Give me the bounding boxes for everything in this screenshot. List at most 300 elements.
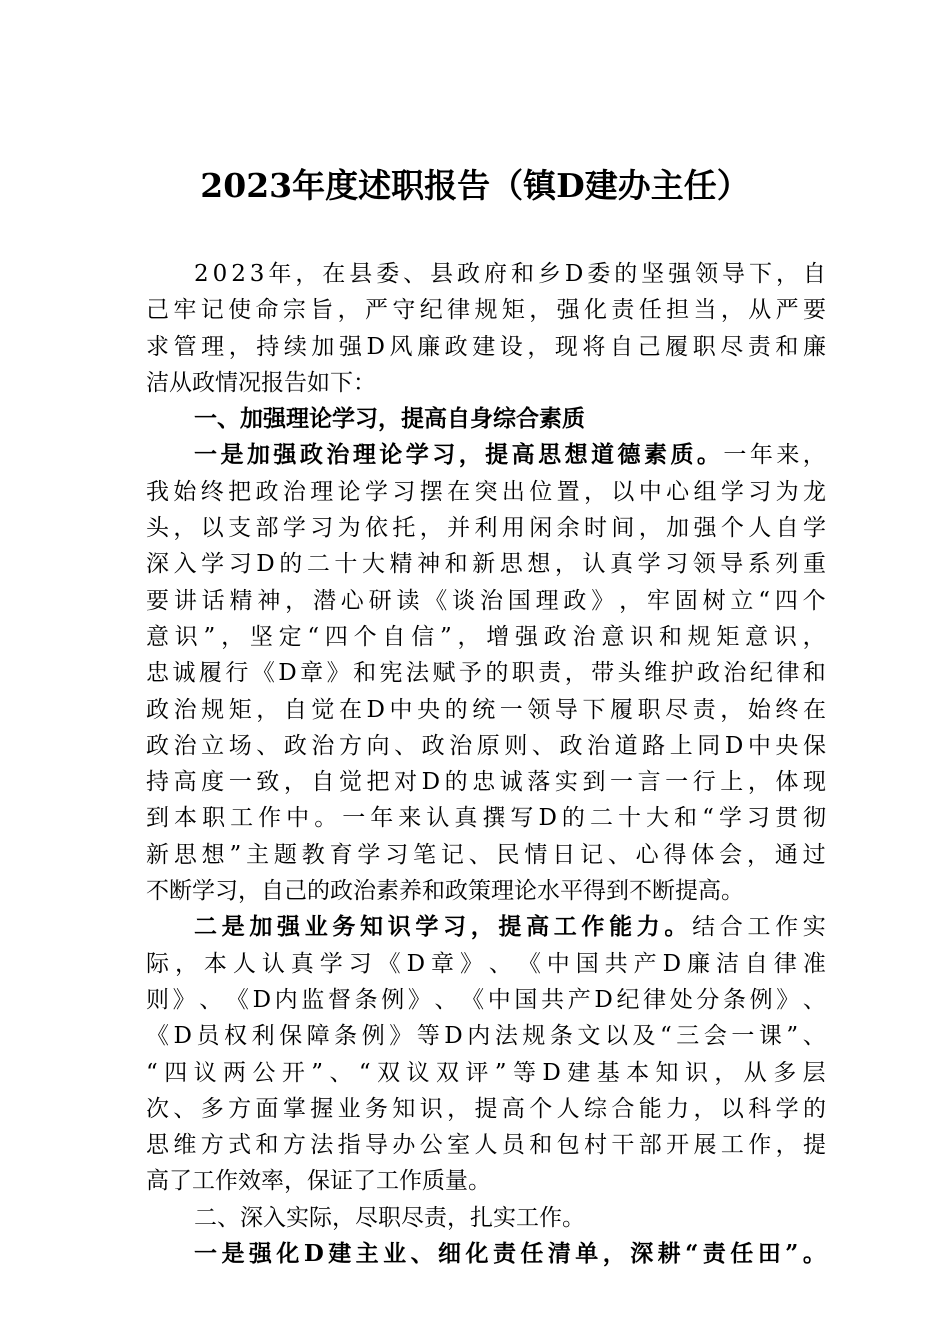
text-line bbox=[146, 292, 826, 328]
char: 强 bbox=[668, 261, 692, 287]
char: 题 bbox=[273, 841, 297, 868]
char: 两 bbox=[223, 1059, 247, 1086]
char: 写 bbox=[510, 805, 534, 832]
char: 责 bbox=[538, 660, 562, 687]
char: 持 bbox=[256, 333, 280, 360]
char: 中 bbox=[747, 732, 771, 759]
char: 公 bbox=[252, 1059, 276, 1086]
char: 理 bbox=[352, 441, 376, 469]
char: 新 bbox=[146, 841, 169, 868]
char: ” bbox=[229, 841, 242, 868]
char: 治 bbox=[587, 732, 610, 759]
char: 三 bbox=[676, 1023, 700, 1050]
char: 治 bbox=[572, 623, 596, 650]
char: 综 bbox=[584, 1095, 607, 1122]
char: 原 bbox=[476, 732, 500, 759]
char: D bbox=[303, 1240, 324, 1268]
char: 己 bbox=[146, 297, 169, 324]
char: 使 bbox=[228, 297, 252, 324]
text-line bbox=[146, 474, 826, 510]
char: 履 bbox=[610, 696, 634, 723]
char: 例 bbox=[749, 986, 773, 1013]
char: 识 bbox=[684, 1059, 708, 1086]
char: 大 bbox=[361, 551, 385, 578]
char: 以 bbox=[611, 478, 635, 505]
char: 领 bbox=[527, 696, 551, 723]
char: 领 bbox=[692, 551, 716, 578]
char: 素 bbox=[643, 441, 667, 469]
char: 提 bbox=[803, 1132, 826, 1159]
char: 习 bbox=[348, 950, 372, 977]
char: 章 bbox=[430, 950, 454, 977]
char: 心 bbox=[340, 587, 364, 614]
char: 干 bbox=[611, 1132, 635, 1159]
char: 职 bbox=[202, 805, 226, 832]
char: 务 bbox=[332, 913, 356, 941]
bold-text: 一、加强理论学习，提高自身综合素质 bbox=[194, 405, 585, 433]
char: 细 bbox=[438, 1240, 462, 1268]
char: 单 bbox=[575, 1240, 599, 1268]
char: 导 bbox=[720, 551, 744, 578]
char: 增 bbox=[486, 623, 510, 650]
char: 予 bbox=[458, 660, 482, 687]
char: 加 bbox=[311, 333, 335, 360]
char: 强 bbox=[693, 515, 717, 542]
char: ， bbox=[457, 623, 481, 650]
char: 准 bbox=[802, 950, 826, 977]
char: 《 bbox=[424, 587, 448, 614]
char: 2 bbox=[194, 261, 209, 287]
char: “ bbox=[758, 587, 770, 614]
char: 、 bbox=[394, 732, 418, 759]
char: 真 bbox=[290, 950, 314, 977]
char: 强 bbox=[277, 913, 301, 941]
char: 》 bbox=[172, 986, 196, 1013]
char: ， bbox=[256, 696, 280, 723]
char: 出 bbox=[501, 478, 525, 505]
char: 二 bbox=[306, 551, 330, 578]
char: 个 bbox=[802, 587, 826, 614]
char: 学 bbox=[775, 1095, 799, 1122]
char: 赋 bbox=[432, 660, 456, 687]
char: 人 bbox=[748, 515, 772, 542]
char: D bbox=[444, 1023, 463, 1050]
char: 四 bbox=[774, 587, 798, 614]
char: 要 bbox=[803, 297, 826, 324]
char: 纪 bbox=[419, 297, 443, 324]
char: 读 bbox=[396, 587, 420, 614]
char: 用 bbox=[501, 515, 525, 542]
char: 带 bbox=[591, 660, 615, 687]
char: 条 bbox=[723, 986, 746, 1013]
char: 纪 bbox=[749, 660, 773, 687]
char: 讲 bbox=[173, 587, 197, 614]
char: D bbox=[421, 769, 441, 796]
char: 意 bbox=[601, 623, 625, 650]
char: 开 bbox=[666, 1132, 690, 1159]
char: ， bbox=[419, 515, 443, 542]
char: 理 bbox=[201, 333, 225, 360]
char: 》 bbox=[326, 660, 350, 687]
char: 学 bbox=[357, 841, 381, 868]
char: 到 bbox=[582, 769, 606, 796]
char: 。 bbox=[696, 441, 720, 469]
char: 民 bbox=[496, 841, 520, 868]
text-line bbox=[146, 365, 826, 401]
char: 督 bbox=[327, 986, 351, 1013]
char: 政 bbox=[559, 732, 583, 759]
char: 忠 bbox=[146, 660, 169, 687]
char: ， bbox=[720, 696, 744, 723]
char: 真 bbox=[454, 805, 478, 832]
char: 习 bbox=[665, 551, 689, 578]
char: 中 bbox=[638, 478, 662, 505]
char: 障 bbox=[306, 1023, 330, 1050]
char: 头 bbox=[617, 660, 641, 687]
char: 式 bbox=[228, 1132, 252, 1159]
char: 学 bbox=[415, 913, 439, 941]
char: D bbox=[252, 986, 272, 1013]
char: 认 bbox=[426, 805, 450, 832]
char: 一 bbox=[228, 769, 252, 796]
char: 记 bbox=[440, 841, 464, 868]
char: 《 bbox=[225, 986, 249, 1013]
char: 政 bbox=[255, 478, 279, 505]
char: 多 bbox=[200, 1095, 224, 1122]
text-line bbox=[146, 873, 826, 909]
char: 方 bbox=[200, 1132, 224, 1159]
char: 谈 bbox=[452, 587, 476, 614]
char: 法 bbox=[310, 1132, 334, 1159]
char: 十 bbox=[334, 551, 358, 578]
char: 部 bbox=[638, 1132, 662, 1159]
char: 学 bbox=[282, 515, 306, 542]
char: 信 bbox=[411, 623, 435, 650]
char: 彻 bbox=[802, 805, 826, 832]
char: 把 bbox=[228, 478, 252, 505]
char: 一 bbox=[499, 696, 523, 723]
char: ， bbox=[775, 261, 799, 287]
char: 来 bbox=[776, 442, 800, 469]
char: 摆 bbox=[419, 478, 443, 505]
text-line bbox=[146, 510, 826, 546]
char: 面 bbox=[255, 1095, 279, 1122]
char: 严 bbox=[775, 297, 799, 324]
char: 是 bbox=[220, 441, 244, 469]
char: 认 bbox=[261, 950, 285, 977]
char: 一 bbox=[342, 805, 366, 832]
char: 建 bbox=[472, 333, 496, 360]
char: 思 bbox=[173, 841, 197, 868]
char: “ bbox=[702, 805, 714, 832]
char: 清 bbox=[547, 1240, 571, 1268]
char: 规 bbox=[522, 1023, 546, 1050]
char: ， bbox=[295, 261, 319, 287]
line-text: 高了工作效率，保证了工作质量。 bbox=[146, 1168, 491, 1195]
char: ， bbox=[693, 1095, 717, 1122]
char: D bbox=[173, 1023, 192, 1050]
char: 的 bbox=[614, 261, 638, 287]
char: 突 bbox=[474, 478, 498, 505]
char: 道 bbox=[614, 732, 638, 759]
char: 严 bbox=[365, 297, 388, 324]
char: 续 bbox=[283, 333, 307, 360]
char: 0 bbox=[212, 261, 228, 287]
char: 。 bbox=[802, 1240, 826, 1268]
char: ， bbox=[775, 1132, 799, 1159]
char: 龙 bbox=[803, 478, 826, 505]
char: 利 bbox=[474, 515, 498, 542]
char: 大 bbox=[646, 805, 670, 832]
char: D bbox=[278, 660, 297, 687]
char: 责 bbox=[492, 1240, 516, 1268]
char: 条 bbox=[334, 1023, 358, 1050]
char: 论 bbox=[379, 441, 403, 469]
char: ， bbox=[283, 769, 307, 796]
char: 方 bbox=[282, 1132, 306, 1159]
char: 质 bbox=[670, 441, 694, 469]
char: 体 bbox=[691, 841, 715, 868]
char: 度 bbox=[201, 769, 225, 796]
char: 为 bbox=[337, 515, 361, 542]
char: 一 bbox=[723, 442, 747, 469]
char: 本 bbox=[203, 950, 227, 977]
char: 工 bbox=[747, 914, 771, 941]
char: 》 bbox=[591, 587, 615, 614]
char: D bbox=[594, 986, 613, 1013]
char: 现 bbox=[802, 769, 826, 796]
char: 依 bbox=[365, 515, 388, 542]
char: 《 bbox=[461, 986, 485, 1013]
text-line bbox=[146, 800, 826, 836]
char: 提 bbox=[498, 913, 522, 941]
char: 共 bbox=[541, 986, 565, 1013]
char: 则 bbox=[146, 986, 169, 1013]
char: 中 bbox=[286, 805, 310, 832]
char: 同 bbox=[697, 732, 721, 759]
char: 。 bbox=[314, 805, 338, 832]
char: 廉 bbox=[802, 333, 826, 360]
char: 识 bbox=[630, 623, 654, 650]
char: 县 bbox=[349, 261, 373, 287]
char: 的 bbox=[279, 551, 303, 578]
document-body bbox=[146, 256, 826, 1272]
char: 履 bbox=[198, 660, 222, 687]
char: ， bbox=[173, 515, 197, 542]
char: ， bbox=[447, 1095, 471, 1122]
char: 觉 bbox=[311, 696, 335, 723]
char: 习 bbox=[228, 551, 252, 578]
char: 人 bbox=[474, 1132, 498, 1159]
char: 利 bbox=[251, 1023, 275, 1050]
char: 话 bbox=[201, 587, 225, 614]
char: 》 bbox=[389, 1023, 413, 1050]
char: 展 bbox=[693, 1132, 717, 1159]
char: “ bbox=[358, 1059, 371, 1086]
char: 监 bbox=[301, 986, 325, 1013]
char: 、 bbox=[410, 1240, 434, 1268]
char: 、 bbox=[802, 1023, 826, 1050]
char: 的 bbox=[444, 696, 468, 723]
char: 方 bbox=[338, 732, 362, 759]
char: 思 bbox=[538, 441, 562, 469]
char: 一 bbox=[194, 441, 217, 469]
char: 入 bbox=[173, 551, 197, 578]
line-text: 二、深入实际，尽职尽责，扎实工作。 bbox=[194, 1204, 585, 1231]
char: 是 bbox=[221, 1240, 245, 1268]
char: 旨 bbox=[310, 297, 334, 324]
text-line bbox=[146, 619, 826, 655]
text-line bbox=[146, 982, 826, 1018]
char: 维 bbox=[644, 660, 668, 687]
char: 十 bbox=[617, 805, 641, 832]
char: 自 bbox=[802, 261, 826, 287]
char: 从 bbox=[743, 1059, 767, 1086]
char: 在 bbox=[338, 696, 362, 723]
char: 学 bbox=[365, 478, 388, 505]
char: 导 bbox=[722, 261, 746, 287]
char: ， bbox=[470, 913, 494, 941]
char: 会 bbox=[719, 841, 743, 868]
char: 风 bbox=[389, 333, 413, 360]
char: 重 bbox=[802, 551, 826, 578]
char: 部 bbox=[255, 515, 279, 542]
char: 年 bbox=[370, 805, 394, 832]
char: 方 bbox=[228, 1095, 252, 1122]
char: 本 bbox=[174, 805, 198, 832]
char: 立 bbox=[201, 732, 225, 759]
char: 人 bbox=[232, 950, 256, 977]
char: 得 bbox=[663, 841, 687, 868]
char: D bbox=[406, 950, 426, 977]
char: 主 bbox=[246, 841, 270, 868]
char: 分 bbox=[696, 986, 720, 1013]
char: 自 bbox=[382, 623, 406, 650]
char: 列 bbox=[775, 551, 799, 578]
char: 矩 bbox=[228, 696, 252, 723]
char: 论 bbox=[337, 478, 361, 505]
char: 业 bbox=[304, 913, 328, 941]
char: 导 bbox=[365, 1132, 388, 1159]
char: 的 bbox=[485, 660, 509, 687]
char: 把 bbox=[366, 769, 390, 796]
char: 作 bbox=[258, 805, 282, 832]
char: 矩 bbox=[716, 623, 740, 650]
char: 强 bbox=[248, 1240, 272, 1268]
char: 四 bbox=[164, 1059, 188, 1086]
char: 闲 bbox=[529, 515, 553, 542]
char: 指 bbox=[337, 1132, 361, 1159]
char: D bbox=[564, 261, 584, 287]
char: 设 bbox=[499, 333, 523, 360]
text-line bbox=[146, 909, 826, 945]
char: 想 bbox=[564, 441, 588, 469]
char: “ bbox=[307, 623, 320, 650]
char: 终 bbox=[775, 696, 799, 723]
char: 基 bbox=[596, 1059, 620, 1086]
char: “ bbox=[146, 1059, 158, 1086]
char: 治 bbox=[282, 478, 306, 505]
char: 在 bbox=[802, 696, 826, 723]
char: ” bbox=[203, 623, 216, 650]
char: 产 bbox=[633, 950, 657, 977]
char: 任 bbox=[638, 297, 662, 324]
char: 教 bbox=[301, 841, 325, 868]
text-line bbox=[146, 1200, 826, 1236]
char: ， bbox=[747, 769, 771, 796]
text-line bbox=[146, 1127, 826, 1163]
char: 洁 bbox=[715, 950, 739, 977]
char: 业 bbox=[383, 1240, 407, 1268]
char: 处 bbox=[669, 986, 693, 1013]
char: 下 bbox=[748, 261, 772, 287]
char: 学 bbox=[319, 950, 343, 977]
text-line bbox=[146, 1236, 826, 1272]
char: 治 bbox=[723, 660, 747, 687]
char: ， bbox=[802, 623, 826, 650]
char: 研 bbox=[368, 587, 392, 614]
char: 头 bbox=[146, 515, 169, 542]
char: 央 bbox=[775, 732, 799, 759]
char: 中 bbox=[389, 696, 413, 723]
char: 致 bbox=[256, 769, 280, 796]
char: 力 bbox=[666, 1095, 690, 1122]
char: 真 bbox=[610, 551, 634, 578]
char: 始 bbox=[173, 478, 197, 505]
char: 担 bbox=[666, 297, 690, 324]
char: 宪 bbox=[379, 660, 403, 687]
char: 在 bbox=[322, 261, 346, 287]
char: 知 bbox=[655, 1059, 679, 1086]
char: 和 bbox=[775, 333, 799, 360]
char: 知 bbox=[392, 1095, 416, 1122]
text-line bbox=[146, 401, 826, 437]
char: 能 bbox=[609, 913, 633, 941]
char: 权 bbox=[224, 1023, 248, 1050]
char: 命 bbox=[255, 297, 279, 324]
char: ， bbox=[337, 297, 361, 324]
char: 统 bbox=[472, 696, 496, 723]
char: 廉 bbox=[417, 333, 441, 360]
char: ” bbox=[494, 1059, 507, 1086]
char: 护 bbox=[670, 660, 694, 687]
char: 、 bbox=[607, 841, 631, 868]
char: 二 bbox=[589, 805, 613, 832]
char: 固 bbox=[674, 587, 698, 614]
char: 定 bbox=[278, 623, 302, 650]
char: 提 bbox=[485, 441, 509, 469]
char: 日 bbox=[552, 841, 576, 868]
char: 和 bbox=[658, 623, 682, 650]
char: 和 bbox=[353, 660, 377, 687]
char: 治 bbox=[479, 587, 503, 614]
char: 政 bbox=[421, 732, 445, 759]
char: 会 bbox=[703, 1023, 727, 1050]
char: 笔 bbox=[413, 841, 437, 868]
char: 政 bbox=[146, 696, 169, 723]
char: 学 bbox=[405, 441, 429, 469]
char: 廉 bbox=[687, 950, 711, 977]
char: 觉 bbox=[338, 769, 362, 796]
char: 任 bbox=[520, 1240, 544, 1268]
char: 委 bbox=[587, 261, 611, 287]
char: 己 bbox=[637, 333, 661, 360]
char: 持 bbox=[146, 769, 169, 796]
char: 识 bbox=[419, 1095, 443, 1122]
char: 员 bbox=[196, 1023, 220, 1050]
char: 为 bbox=[775, 478, 799, 505]
char: 等 bbox=[512, 1059, 536, 1086]
